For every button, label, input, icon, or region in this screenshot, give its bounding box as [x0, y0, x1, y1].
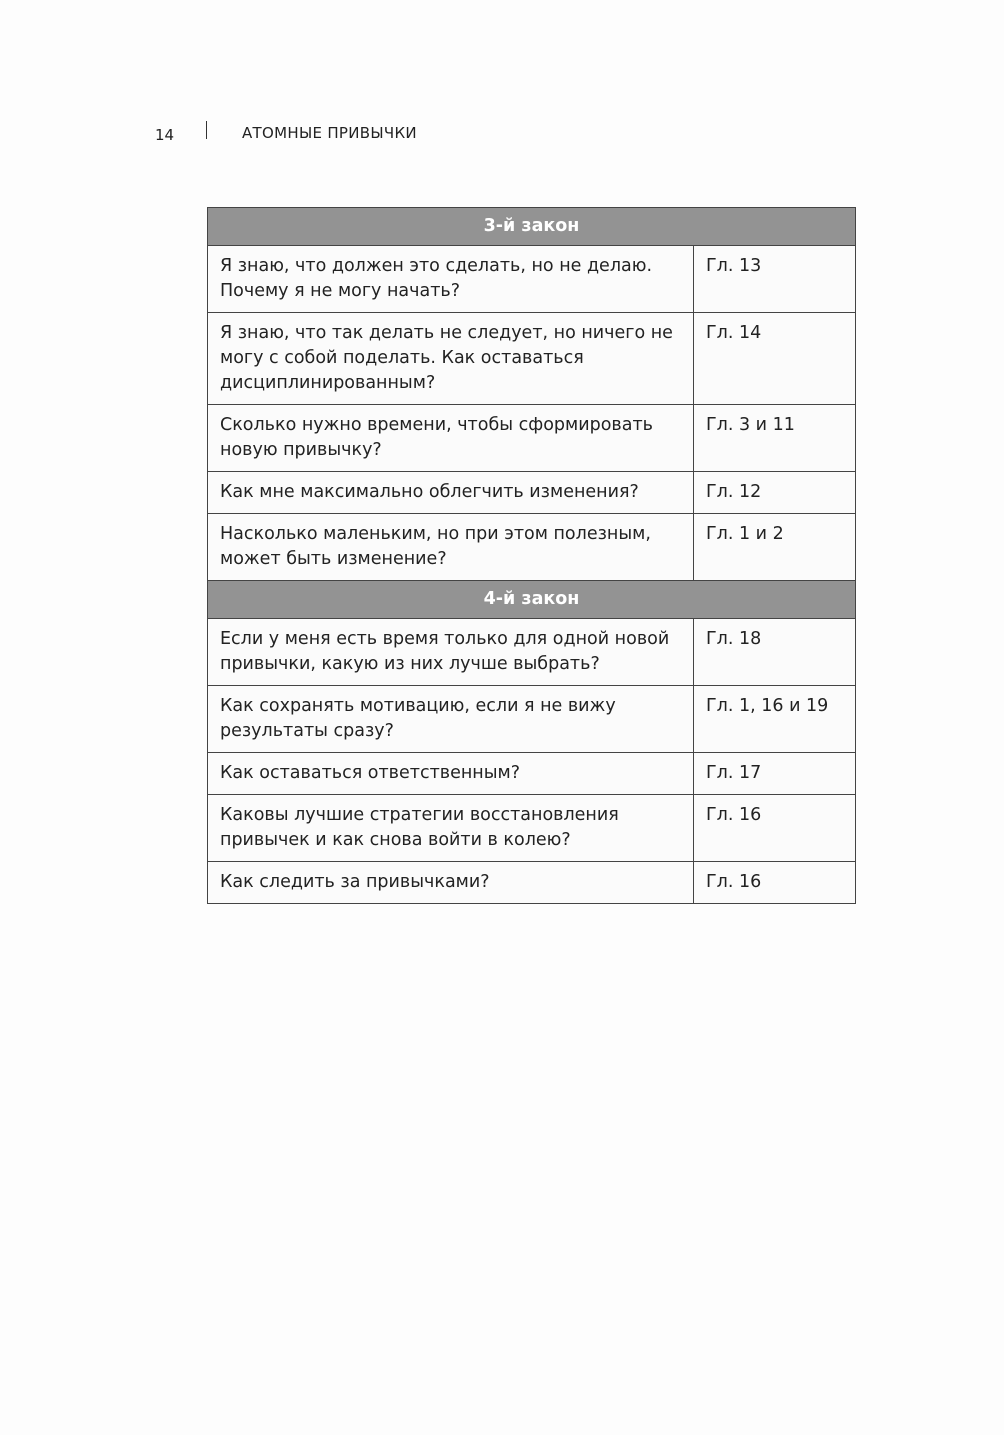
chapter-cell: Гл. 18 [694, 619, 856, 686]
chapter-cell: Гл. 16 [694, 862, 856, 904]
section-header [208, 208, 856, 246]
question-cell: Я знаю, что должен это сделать, но не делаю. Почему я не могу начать? [208, 246, 694, 313]
question-cell: Как оставаться ответственным? [208, 753, 694, 795]
table-row [208, 313, 856, 405]
chapter-cell: Гл. 12 [694, 472, 856, 514]
table-row [208, 514, 856, 581]
chapter-cell: Гл. 1 и 2 [694, 514, 856, 581]
table-row [208, 862, 856, 904]
question-cell: Насколько маленьким, но при этом полезным, может быть изменение? [208, 514, 694, 581]
question-cell: Я знаю, что так делать не следует, но ничего не могу с собой поделать. Как оставаться дисциплинированным? [208, 313, 694, 405]
question-cell: Если у меня есть время только для одной новой привычки, какую из них лучше выбрать? [208, 619, 694, 686]
chapter-cell: Гл. 1, 16 и 19 [694, 686, 856, 753]
section-title: 4-й закон [208, 581, 856, 619]
table-row [208, 472, 856, 514]
question-cell: Сколько нужно времени, чтобы сформировать новую привычку? [208, 405, 694, 472]
table-row [208, 795, 856, 862]
table-row [208, 619, 856, 686]
running-title: АТОМНЫЕ ПРИВЫЧКИ [242, 124, 417, 142]
table-row [208, 405, 856, 472]
chapter-cell: Гл. 14 [694, 313, 856, 405]
chapter-cell: Гл. 13 [694, 246, 856, 313]
section-header [208, 581, 856, 619]
table-row [208, 753, 856, 795]
section-title: 3-й закон [208, 208, 856, 246]
table-row [208, 686, 856, 753]
page-number: 14 [155, 126, 175, 144]
header-divider [206, 121, 207, 139]
question-cell: Как мне максимально облегчить изменения? [208, 472, 694, 514]
questions-table [207, 207, 856, 904]
chapter-cell: Гл. 3 и 11 [694, 405, 856, 472]
chapter-cell: Гл. 16 [694, 795, 856, 862]
question-cell: Как сохранять мотивацию, если я не вижу результаты сразу? [208, 686, 694, 753]
table-row [208, 246, 856, 313]
question-cell: Каковы лучшие стратегии восстановления привычек и как снова войти в колею? [208, 795, 694, 862]
question-cell: Как следить за привычками? [208, 862, 694, 904]
chapter-cell: Гл. 17 [694, 753, 856, 795]
